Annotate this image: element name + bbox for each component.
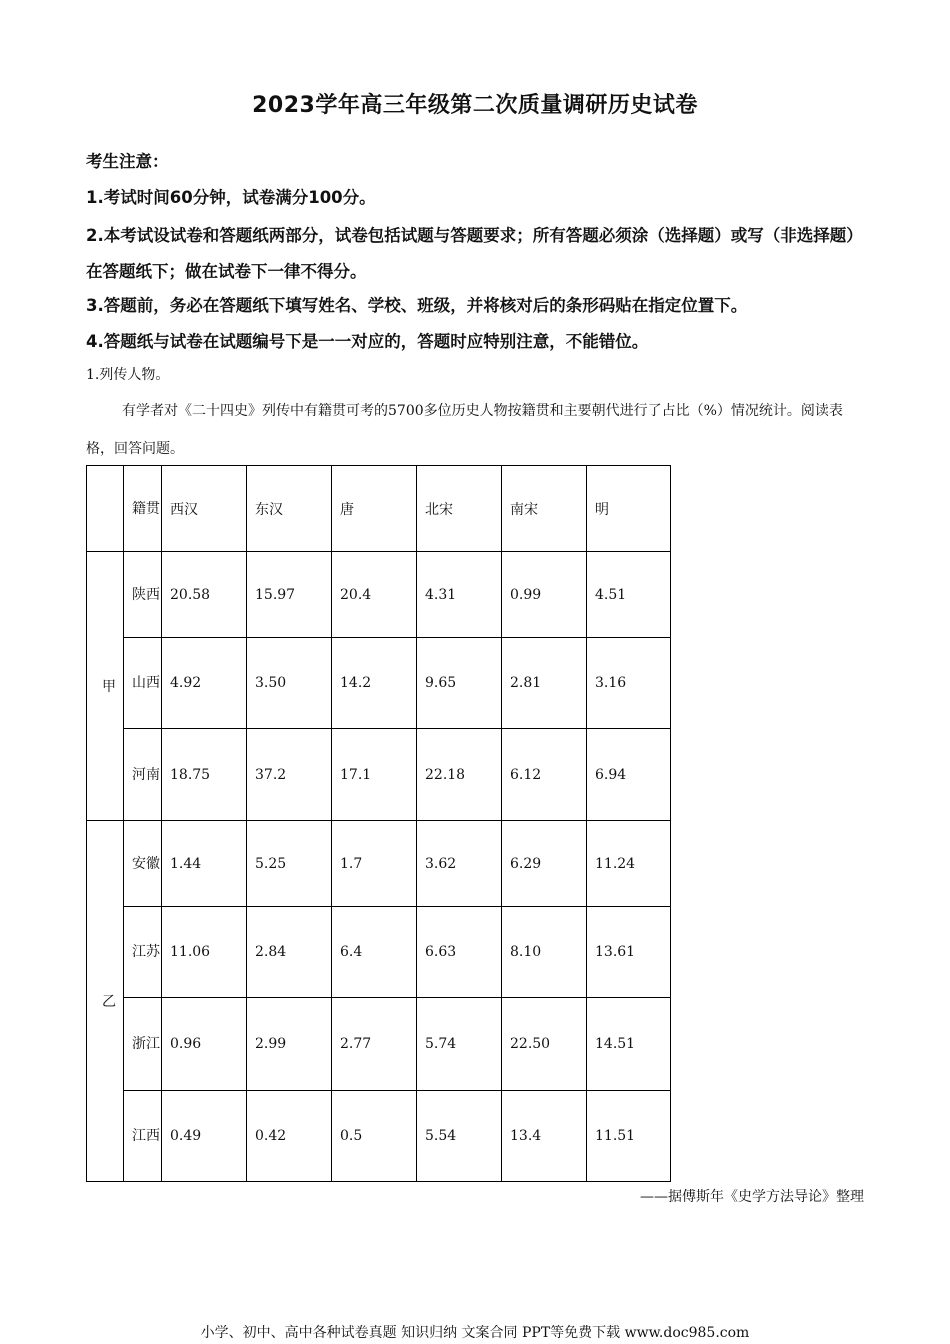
header-dynasty: 唐 bbox=[332, 466, 417, 552]
value-cell: 6.4 bbox=[332, 907, 417, 998]
header-province-label: 籍贯 bbox=[124, 466, 162, 552]
value-cell: 0.5 bbox=[332, 1091, 417, 1182]
table-row bbox=[87, 821, 671, 907]
question-label: 1.列传人物。 bbox=[86, 367, 170, 383]
table-row bbox=[87, 729, 671, 821]
value-cell: 6.29 bbox=[502, 821, 587, 907]
value-cell: 22.18 bbox=[417, 729, 502, 821]
table-row bbox=[87, 998, 671, 1091]
table-row bbox=[87, 1091, 671, 1182]
province-cell: 河南 bbox=[124, 729, 162, 821]
value-cell: 15.97 bbox=[247, 552, 332, 638]
province-cell: 江苏 bbox=[124, 907, 162, 998]
province-cell: 安徽 bbox=[124, 821, 162, 907]
table-row bbox=[87, 907, 671, 998]
header-dynasty: 明 bbox=[587, 466, 671, 552]
value-cell: 17.1 bbox=[332, 729, 417, 821]
value-cell: 22.50 bbox=[502, 998, 587, 1091]
header-corner-cell bbox=[87, 466, 124, 552]
value-cell: 4.31 bbox=[417, 552, 502, 638]
value-cell: 2.84 bbox=[247, 907, 332, 998]
value-cell: 5.74 bbox=[417, 998, 502, 1091]
province-cell: 陕西 bbox=[124, 552, 162, 638]
value-cell: 11.51 bbox=[587, 1091, 671, 1182]
value-cell: 6.94 bbox=[587, 729, 671, 821]
value-cell: 14.2 bbox=[332, 638, 417, 729]
value-cell: 8.10 bbox=[502, 907, 587, 998]
value-cell: 0.96 bbox=[162, 998, 247, 1091]
table-row bbox=[87, 552, 671, 638]
header-dynasty: 北宋 bbox=[417, 466, 502, 552]
value-cell: 9.65 bbox=[417, 638, 502, 729]
table-source-citation: ——据傅斯年《史学方法导论》整理 bbox=[640, 1189, 864, 1205]
page-title: 2023学年高三年级第二次质量调研历史试卷 bbox=[252, 93, 698, 118]
value-cell: 2.77 bbox=[332, 998, 417, 1091]
value-cell: 3.62 bbox=[417, 821, 502, 907]
value-cell: 6.63 bbox=[417, 907, 502, 998]
header-dynasty: 东汉 bbox=[247, 466, 332, 552]
value-cell: 4.92 bbox=[162, 638, 247, 729]
value-cell: 1.7 bbox=[332, 821, 417, 907]
value-cell: 2.99 bbox=[247, 998, 332, 1091]
province-cell: 浙江 bbox=[124, 998, 162, 1091]
value-cell: 18.75 bbox=[162, 729, 247, 821]
value-cell: 6.12 bbox=[502, 729, 587, 821]
value-cell: 20.58 bbox=[162, 552, 247, 638]
value-cell: 5.25 bbox=[247, 821, 332, 907]
question-intro: 有学者对《二十四史》列传中有籍贯可考的5700多位历史人物按籍贯和主要朝代进行了占比（%）情况统计。阅读表格，回答问题。 bbox=[86, 403, 843, 457]
province-cell: 江西 bbox=[124, 1091, 162, 1182]
value-cell: 1.44 bbox=[162, 821, 247, 907]
table-header-row bbox=[87, 466, 671, 552]
value-cell: 13.61 bbox=[587, 907, 671, 998]
province-cell: 山西 bbox=[124, 638, 162, 729]
notice-item-4: 4.答题纸与试卷在试题编号下是一一对应的，答题时应特别注意，不能错位。 bbox=[86, 332, 649, 351]
value-cell: 37.2 bbox=[247, 729, 332, 821]
table-row bbox=[87, 638, 671, 729]
notice-item-1: 1.考试时间60分钟，试卷满分100分。 bbox=[86, 188, 376, 207]
value-cell: 4.51 bbox=[587, 552, 671, 638]
data-table bbox=[86, 465, 671, 1182]
value-cell: 11.24 bbox=[587, 821, 671, 907]
value-cell: 14.51 bbox=[587, 998, 671, 1091]
value-cell: 2.81 bbox=[502, 638, 587, 729]
group-cell: 甲 bbox=[87, 552, 124, 821]
value-cell: 11.06 bbox=[162, 907, 247, 998]
footer-ad-link[interactable]: 小学、初中、高中各种试卷真题 知识归纳 文案合同 PPT等免费下载 www.doc985.com bbox=[200, 1325, 750, 1341]
notice-heading: 考生注意： bbox=[86, 152, 169, 171]
value-cell: 13.4 bbox=[502, 1091, 587, 1182]
notice-item-2: 2.本考试设试卷和答题纸两部分，试卷包括试题与答题要求；所有答题必须涂（选择题）或写（非选择题）在答题纸下；做在试卷下一律不得分。 bbox=[86, 226, 863, 281]
value-cell: 0.49 bbox=[162, 1091, 247, 1182]
group-cell: 乙 bbox=[87, 821, 124, 1182]
notice-item-3: 3.答题前，务必在答题纸下填写姓名、学校、班级，并将核对后的条形码贴在指定位置下。 bbox=[86, 296, 748, 315]
value-cell: 3.50 bbox=[247, 638, 332, 729]
value-cell: 0.42 bbox=[247, 1091, 332, 1182]
value-cell: 0.99 bbox=[502, 552, 587, 638]
header-dynasty: 西汉 bbox=[162, 466, 247, 552]
header-dynasty: 南宋 bbox=[502, 466, 587, 552]
value-cell: 20.4 bbox=[332, 552, 417, 638]
value-cell: 5.54 bbox=[417, 1091, 502, 1182]
value-cell: 3.16 bbox=[587, 638, 671, 729]
